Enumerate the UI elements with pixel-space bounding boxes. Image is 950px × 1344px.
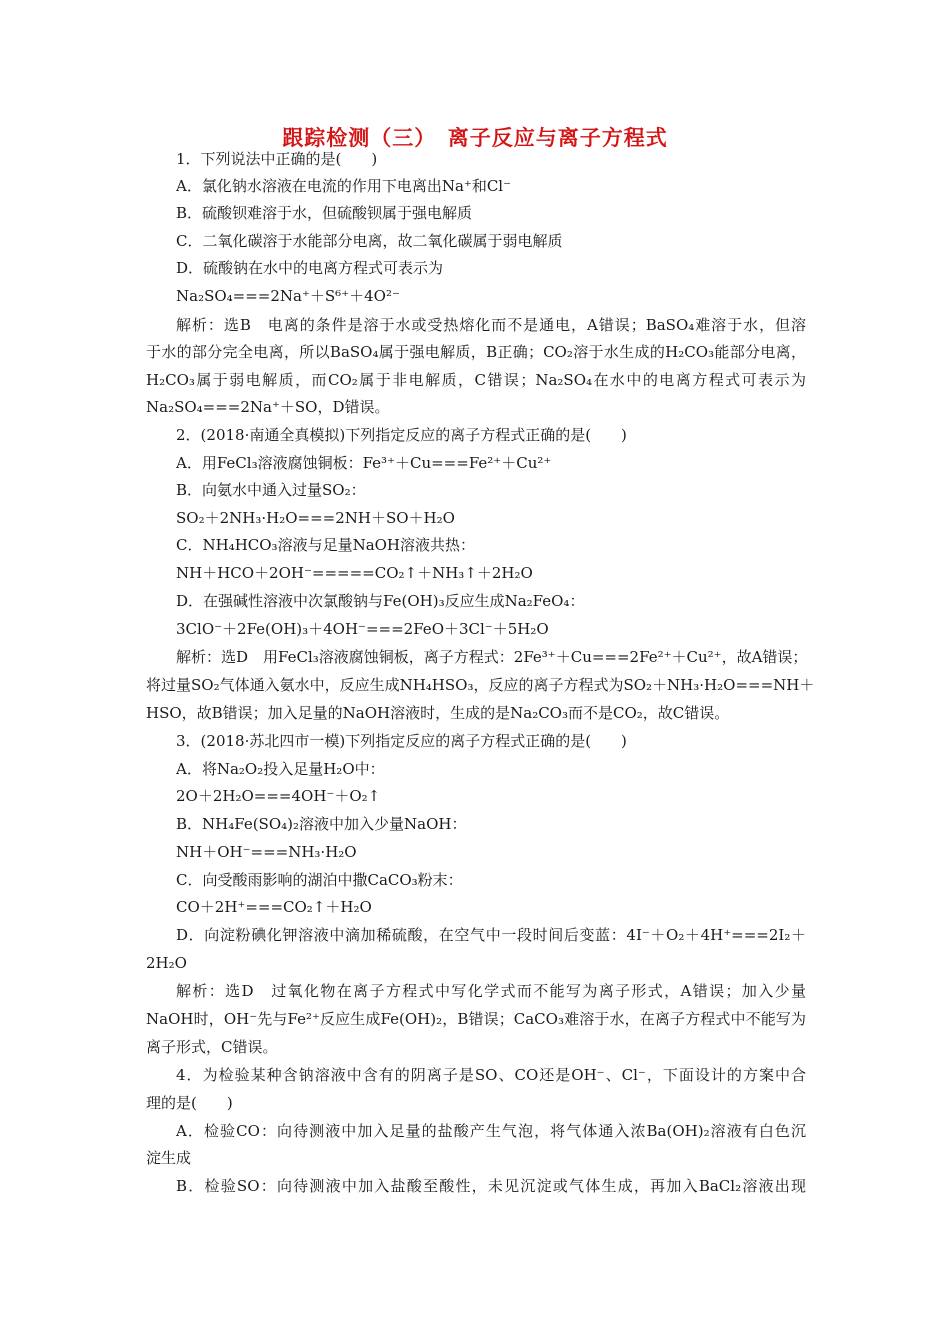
q1-analysis-line: 解析：选B 电离的条件是溶于水或受热熔化而不是通电，A错误；BaSO₄难溶于水，但溶 <box>176 316 806 334</box>
q3-option-a: A．将Na₂O₂投入足量H₂O中： <box>176 760 385 778</box>
q1-option-d: D．硫酸钠在水中的电离方程式可表示为 <box>176 259 444 277</box>
q3-option-d-continued: 2H₂O <box>146 954 187 972</box>
q1-stem: 1．下列说法中正确的是( ) <box>176 150 378 168</box>
q3-option-c-equation: CO＋2H⁺===CO₂↑＋H₂O <box>176 898 372 916</box>
q4-stem: 4．为检验某种含钠溶液中含有的阴离子是SO、CO还是OH⁻、Cl⁻，下面设计的方案中合 <box>176 1066 806 1084</box>
q3-analysis-line: 离子形式，C错误。 <box>146 1038 278 1056</box>
q3-analysis-line: 解析：选D 过氧化物在离子方程式中写化学式而不能写为离子形式，A错误；加入少量 <box>176 982 806 1000</box>
q4-stem-continued: 理的是( ) <box>146 1094 233 1112</box>
q1-analysis-line: Na₂SO₄===2Na⁺＋SO，D错误。 <box>146 398 390 416</box>
page-title: 跟踪检测（三） 离子反应与离子方程式 <box>282 126 668 150</box>
q1-option-a: A．氯化钠水溶液在电流的作用下电离出Na⁺和Cl⁻ <box>176 177 512 195</box>
q2-analysis-line: 解析：选D 用FeCl₃溶液腐蚀铜板，离子方程式：2Fe³⁺＋Cu===2Fe²⁺＋Cu²⁺，故A错误； <box>176 648 808 666</box>
q2-stem: 2．(2018·南通全真模拟)下列指定反应的离子方程式正确的是( ) <box>176 426 627 444</box>
q2-option-c-equation: NH＋HCO＋2OH⁻=====CO₂↑＋NH₃↑＋2H₂O <box>176 564 533 582</box>
q3-option-b: B．NH₄Fe(SO₄)₂溶液中加入少量NaOH： <box>176 815 467 833</box>
q4-option-b: B．检验SO：向待测液中加入盐酸至酸性，未见沉淀或气体生成，再加入BaCl₂溶液出现 <box>176 1177 806 1195</box>
q2-option-b: B．向氨水中通入过量SO₂： <box>176 481 366 499</box>
q2-option-d-equation: 3ClO⁻＋2Fe(OH)₃＋4OH⁻===2FeO＋3Cl⁻＋5H₂O <box>176 620 549 638</box>
q2-option-b-equation: SO₂＋2NH₃·H₂O===2NH＋SO＋H₂O <box>176 509 455 527</box>
q3-analysis-line: NaOH时，OH⁻先与Fe²⁺反应生成Fe(OH)₂，B错误；CaCO₃难溶于水，在离子方程式中不能写为 <box>146 1010 806 1028</box>
q1-analysis-line: 于水的部分完全电离，所以BaSO₄属于强电解质，B正确；CO₂溶于水生成的H₂CO₃能部分电离， <box>146 343 806 361</box>
q4-option-a-continued: 淀生成 <box>146 1149 192 1167</box>
q2-option-c: C．NH₄HCO₃溶液与足量NaOH溶液共热： <box>176 536 476 554</box>
q3-option-c: C．向受酸雨影响的湖泊中撒CaCO₃粉末： <box>176 871 463 889</box>
q2-analysis-line: 将过量SO₂气体通入氨水中，反应生成NH₄HSO₃，反应的离子方程式为SO₂＋NH₃·H₂O===NH＋ <box>146 676 815 694</box>
q3-option-a-equation: 2O＋2H₂O===4OH⁻＋O₂↑ <box>176 787 381 805</box>
q2-analysis-line: HSO，故B错误；加入足量的NaOH溶液时，生成的是Na₂CO₃而不是CO₂，故C错误。 <box>146 704 730 722</box>
q3-option-d: D．向淀粉碘化钾溶液中滴加稀硫酸，在空气中一段时间后变蓝：4I⁻＋O₂＋4H⁺===2I₂＋ <box>176 926 806 944</box>
q1-option-c: C．二氧化碳溶于水能部分电离，故二氧化碳属于弱电解质 <box>176 232 563 250</box>
q2-option-a: A．用FeCl₃溶液腐蚀铜板：Fe³⁺＋Cu===Fe²⁺＋Cu²⁺ <box>176 454 552 472</box>
q3-stem: 3．(2018·苏北四市一模)下列指定反应的离子方程式正确的是( ) <box>176 732 627 750</box>
q3-option-b-equation: NH＋OH⁻===NH₃·H₂O <box>176 843 357 861</box>
q4-option-a: A．检验CO：向待测液中加入足量的盐酸产生气泡，将气体通入浓Ba(OH)₂溶液有白色沉 <box>176 1122 806 1140</box>
q1-option-d-equation: Na₂SO₄===2Na⁺＋S⁶⁺＋4O²⁻ <box>176 287 400 305</box>
q2-option-d: D．在强碱性溶液中次氯酸钠与Fe(OH)₃反应生成Na₂FeO₄： <box>176 592 585 610</box>
q1-option-b: B．硫酸钡难溶于水，但硫酸钡属于强电解质 <box>176 204 473 222</box>
q1-analysis-line: H₂CO₃属于弱电解质，而CO₂属于非电解质，C错误；Na₂SO₄在水中的电离方程式可表示为 <box>146 371 806 389</box>
